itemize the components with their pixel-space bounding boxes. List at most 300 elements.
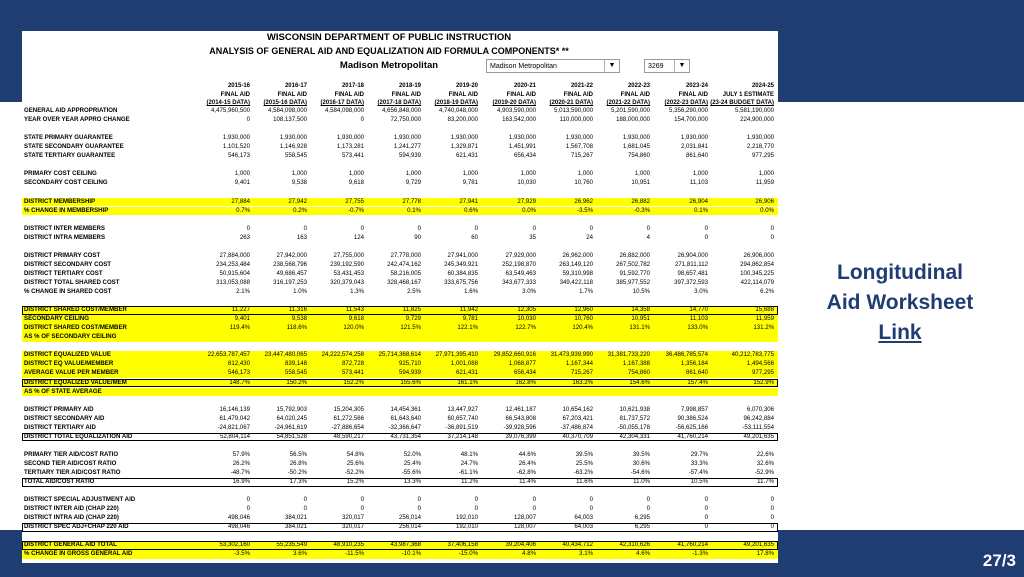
table-cell: 27,929: [517, 197, 536, 205]
table-cell: 27,942,000: [276, 251, 307, 259]
table-cell: 108,137,500: [273, 116, 307, 124]
table-cell: 27,884,000: [219, 251, 250, 259]
column-type: FINAL AID: [678, 91, 708, 98]
table-cell: 162.8%: [515, 378, 536, 386]
table-cell: 39.5%: [632, 450, 650, 458]
table-row: [22, 469, 778, 478]
table-cell: 54.8%: [346, 450, 364, 458]
row-label: DISTRICT SHARED COST/MEMBER: [24, 324, 127, 332]
table-cell: 4,475,960,500: [211, 107, 250, 114]
column-year: 2017-18: [341, 83, 364, 89]
table-row: [22, 234, 778, 243]
table-cell: 573,441: [341, 152, 364, 160]
table-cell: 110,000,000: [559, 116, 593, 124]
table-cell: 754,860: [627, 369, 650, 377]
table-cell: 13.3%: [403, 478, 421, 486]
table-cell: 11,959: [755, 179, 774, 187]
table-row: [22, 388, 778, 397]
row-label: DISTRICT MEMBERSHIP: [24, 197, 96, 205]
table-cell: 10,760: [574, 315, 593, 323]
table-cell: 188,000,000: [616, 116, 650, 124]
table-cell: -50.2%: [287, 469, 307, 476]
table-cell: 4.8%: [522, 550, 536, 558]
page-number: 27/3: [982, 551, 1016, 570]
table-cell: 42,304,331: [619, 432, 650, 440]
table-cell: 872,728: [341, 360, 364, 368]
table-row: [22, 116, 778, 125]
table-cell: 0: [704, 514, 708, 522]
district-dropdown-value: Madison Metropolitan: [490, 63, 557, 70]
district-dropdown[interactable]: [486, 59, 620, 73]
worksheet-link[interactable]: Link: [878, 321, 922, 344]
table-cell: 11.4%: [519, 478, 536, 486]
table-cell: 0: [303, 224, 307, 232]
table-cell: 1,494,566: [746, 360, 774, 368]
table-cell: 4,740,048,000: [439, 107, 478, 114]
table-cell: 25.5%: [575, 459, 593, 467]
table-cell: 56.5%: [289, 450, 307, 458]
table-cell: -48.7%: [230, 469, 250, 476]
column-type: FINAL AID: [506, 91, 536, 98]
table-cell: 122.7%: [515, 324, 536, 332]
table-cell: 22.6%: [756, 450, 774, 458]
table-cell: 40,370,709: [562, 432, 593, 440]
table-cell: 60,657,740: [447, 414, 478, 422]
table-cell: 30.6%: [632, 459, 650, 467]
table-row: [22, 478, 778, 487]
table-cell: 10,654,162: [562, 405, 593, 413]
table-cell: 131.1%: [629, 324, 650, 332]
table-cell: 558,545: [284, 152, 307, 160]
table-cell: 25.4%: [403, 459, 421, 467]
table-cell: 0: [474, 505, 478, 513]
table-cell: 64,003: [574, 523, 593, 531]
table-cell: 16.9%: [232, 478, 250, 486]
table-cell: 83,200,000: [447, 116, 478, 124]
column-data-period: (2018-19 DATA): [434, 100, 478, 107]
table-cell: -24,821,067: [217, 423, 250, 431]
table-cell: 90,386,524: [677, 414, 708, 422]
table-cell: 4.6%: [636, 550, 650, 558]
table-cell: -62.8%: [516, 469, 536, 476]
table-cell: 27,929,000: [505, 251, 536, 259]
table-cell: 3.0%: [694, 288, 708, 295]
table-cell: 12,960: [574, 306, 593, 314]
table-cell: 10,621,938: [619, 405, 650, 413]
table-row: [22, 252, 778, 261]
table-cell: 1,930,000: [622, 134, 650, 142]
table-cell: 40,212,783,775: [731, 351, 774, 359]
table-cell: 25.6%: [346, 459, 364, 467]
table-cell: 33.3%: [690, 459, 708, 467]
table-cell: 48,910,235: [333, 541, 364, 549]
table-cell: 1,101,520: [222, 143, 250, 151]
table-cell: 11,959: [755, 315, 774, 323]
table-cell: 0: [646, 505, 650, 513]
table-row: [22, 333, 778, 342]
table-cell: 66,543,808: [505, 414, 536, 422]
table-cell: 41,760,214: [677, 432, 708, 440]
table-row: [22, 225, 778, 234]
spreadsheet: [22, 31, 778, 563]
table-cell: 6,070,306: [746, 405, 774, 413]
table-cell: 4,656,848,000: [382, 107, 421, 114]
table-row: [22, 107, 778, 116]
table-cell: 27,941,000: [447, 251, 478, 259]
table-cell: 0: [417, 505, 421, 513]
column-type: FINAL AID: [448, 91, 478, 98]
district-code-value: 3269: [648, 63, 664, 70]
table-cell: 3.6%: [293, 550, 307, 558]
table-cell: 60,384,835: [447, 269, 478, 277]
table-cell: 39,076,399: [505, 432, 536, 440]
table-row: [22, 424, 778, 433]
table-cell: 154.6%: [629, 378, 650, 386]
table-cell: 621,431: [455, 152, 478, 160]
table-cell: 234,253,484: [216, 260, 250, 268]
row-label: AVERAGE VALUE PER MEMBER: [24, 369, 119, 377]
table-cell: 49,201,635: [743, 432, 774, 440]
table-cell: 1,146,928: [279, 143, 307, 151]
table-cell: 26,962,000: [562, 251, 593, 259]
table-cell: 0: [417, 496, 421, 504]
table-cell: 9,781: [462, 179, 478, 187]
column-data-period: (2016-17 DATA): [320, 100, 364, 107]
table-cell: 1,930,000: [746, 134, 774, 142]
table-cell: 17.8%: [756, 550, 774, 558]
row-label: DISTRICT GENERAL AID TOTAL: [24, 541, 117, 549]
table-cell: 238,568,796: [273, 260, 307, 268]
column-year: 2022-23: [627, 83, 650, 89]
table-cell: -24,961,619: [274, 423, 307, 431]
table-cell: 320,017: [341, 523, 364, 531]
table-row: [22, 143, 778, 152]
table-cell: 2.5%: [407, 288, 421, 295]
table-cell: 154,700,000: [674, 116, 708, 124]
table-cell: 163,542,000: [502, 116, 536, 124]
table-cell: 120.0%: [343, 324, 364, 332]
table-cell: 0: [474, 224, 478, 232]
table-cell: 31,473,939,990: [550, 351, 593, 359]
table-row: [22, 207, 778, 216]
table-cell: 163.2%: [572, 378, 593, 386]
table-cell: 27,755,000: [333, 251, 364, 259]
table-cell: 37,214,148: [447, 432, 478, 440]
table-cell: 271,811,112: [675, 260, 708, 268]
table-cell: 0: [246, 224, 250, 232]
row-label: % CHANGE IN GROSS GENERAL AID: [24, 550, 133, 558]
row-label: PRIMARY COST CEILING: [24, 170, 97, 178]
table-cell: 0: [246, 496, 250, 504]
table-cell: 128,007: [513, 523, 536, 531]
row-label: DISTRICT PRIMARY AID: [24, 405, 94, 413]
table-cell: 0.6%: [464, 206, 478, 214]
table-cell: 1,000: [520, 170, 536, 178]
column-year: 2019-20: [455, 83, 478, 89]
table-cell: 27,942: [288, 197, 307, 205]
table-cell: 754,860: [627, 152, 650, 160]
row-label: DISTRICT PRIMARY COST: [24, 251, 101, 259]
table-cell: 11,942: [459, 306, 478, 314]
row-label: TOTAL AID/COST RATIO: [24, 478, 95, 486]
table-cell: 0: [704, 224, 708, 232]
table-cell: 157.4%: [687, 378, 708, 386]
table-cell: 267,502,782: [616, 260, 650, 268]
table-cell: 49,201,635: [743, 541, 774, 549]
column-header: [684, 82, 774, 108]
table-cell: 546,173: [227, 152, 250, 160]
table-cell: 263,149,120: [559, 260, 593, 268]
table-row: [22, 288, 778, 297]
table-cell: 43,987,368: [390, 541, 421, 549]
table-cell: 0: [770, 224, 774, 232]
table-cell: -36,891,519: [445, 423, 478, 431]
table-row: [22, 315, 778, 324]
table-row: [22, 134, 778, 143]
table-cell: 26,906: [755, 197, 774, 205]
table-cell: -27,886,654: [331, 423, 364, 431]
table-cell: 26,904,000: [677, 251, 708, 259]
table-cell: 12,305: [517, 306, 536, 314]
table-cell: 40,434,712: [562, 541, 593, 549]
table-cell: 15,688: [755, 306, 774, 314]
table-cell: -0.7%: [348, 206, 364, 214]
table-cell: 9,401: [234, 179, 250, 187]
table-cell: 0: [589, 505, 593, 513]
table-row: [22, 415, 778, 424]
table-cell: 0: [532, 505, 536, 513]
table-cell: 1.0%: [293, 288, 307, 295]
table-cell: 26.4%: [518, 459, 536, 467]
table-cell: 0: [770, 505, 774, 513]
table-cell: 15,792,903: [276, 405, 307, 413]
row-label: TERTIARY TIER AID/COST RATIO: [24, 469, 121, 476]
column-data-period: (2020-21 DATA): [549, 100, 593, 107]
table-cell: 148.7%: [229, 378, 250, 386]
table-cell: 0.0%: [760, 206, 774, 214]
table-cell: 1,356,184: [680, 360, 708, 368]
table-cell: 10,760: [574, 179, 593, 187]
table-cell: -10.1%: [401, 550, 421, 558]
table-cell: 1,001,088: [450, 360, 478, 368]
table-cell: 23,447,480,065: [264, 351, 307, 359]
table-cell: 1,000: [577, 170, 593, 178]
table-row: [22, 261, 778, 270]
table-row: [22, 550, 778, 559]
table-cell: 263: [239, 233, 250, 241]
table-cell: 131.2%: [753, 324, 774, 332]
table-cell: 27,941: [459, 197, 478, 205]
table-row: [22, 152, 778, 161]
table-cell: 1,241,277: [393, 143, 421, 151]
sheet-subtitle: ANALYSIS OF GENERAL AID AND EQUALIZATION AID FORMULA COMPONENTS* **: [209, 46, 569, 56]
table-cell: 1,930,000: [222, 134, 250, 142]
table-cell: 1,000: [634, 170, 650, 178]
row-label: DISTRICT SPEC ADJ+CHAP 220 AID: [24, 523, 129, 531]
table-row: [22, 270, 778, 279]
table-cell: -15.0%: [458, 550, 478, 558]
table-cell: 349,422,118: [559, 278, 593, 286]
table-cell: 15.2%: [346, 478, 364, 486]
table-cell: 120.4%: [572, 324, 593, 332]
table-cell: 0: [589, 496, 593, 504]
table-cell: 2,218,770: [746, 143, 774, 151]
table-cell: 25,714,368,614: [378, 351, 421, 359]
table-cell: 594,939: [398, 369, 421, 377]
table-cell: 100,345,225: [740, 269, 774, 277]
table-cell: 11,825: [402, 306, 421, 314]
table-cell: 397,372,593: [674, 278, 708, 286]
column-type: FINAL AID: [334, 91, 364, 98]
table-cell: 1,167,344: [565, 360, 593, 368]
table-cell: 59,310,998: [562, 269, 593, 277]
row-label: YEAR OVER YEAR APPRO CHANGE: [24, 116, 130, 124]
table-cell: 1,000: [291, 170, 307, 178]
table-cell: 861,640: [685, 369, 708, 377]
table-row: [22, 541, 778, 550]
table-cell: 1,068,877: [508, 360, 536, 368]
table-cell: 22,653,787,457: [207, 351, 250, 359]
table-row: [22, 433, 778, 442]
table-cell: 24: [586, 233, 593, 241]
table-cell: 124: [353, 233, 364, 241]
table-cell: -39,928,596: [503, 423, 536, 431]
table-cell: 118.6%: [286, 324, 307, 332]
table-cell: 36,486,785,574: [665, 351, 708, 359]
table-cell: 26.2%: [232, 459, 250, 467]
row-label: DISTRICT TERTIARY AID: [24, 423, 96, 431]
row-label: GENERAL AID APPROPRIATION: [24, 107, 118, 114]
table-cell: 861,640: [685, 152, 708, 160]
table-cell: 1.7%: [579, 288, 593, 295]
column-data-period: (2022-23 DATA): [664, 100, 708, 107]
table-cell: 72,750,000: [390, 116, 421, 124]
table-cell: 11.6%: [576, 478, 593, 486]
column-type: FINAL AID: [220, 91, 250, 98]
table-cell: 96,242,884: [743, 414, 774, 422]
table-cell: 150.2%: [286, 378, 307, 386]
table-cell: 245,349,921: [444, 260, 478, 268]
table-cell: 9,401: [234, 315, 250, 323]
column-data-period: (2014-15 DATA): [206, 100, 250, 107]
table-cell: 384,021: [284, 514, 307, 522]
table-cell: 24.7%: [460, 459, 478, 467]
table-cell: 715,267: [570, 369, 593, 377]
table-cell: 656,434: [513, 152, 536, 160]
table-cell: 31,381,733,220: [607, 351, 650, 359]
row-label: DISTRICT TOTAL EQUALIZATION AID: [24, 432, 133, 440]
table-cell: 11,103: [689, 315, 708, 323]
table-cell: 122.1%: [457, 324, 478, 332]
table-cell: -50,055,178: [617, 423, 650, 431]
table-row: [22, 514, 778, 523]
table-cell: 0: [704, 523, 708, 531]
district-name: Madison Metropolitan: [339, 60, 439, 71]
table-row: [22, 324, 778, 333]
table-cell: 14,358: [631, 306, 650, 314]
table-cell: 0: [360, 496, 364, 504]
table-cell: 53,302,160: [219, 541, 250, 549]
table-cell: 152.9%: [753, 378, 774, 386]
table-cell: 0: [474, 496, 478, 504]
row-label: DISTRICT SECONDARY AID: [24, 414, 105, 422]
table-cell: 0: [360, 505, 364, 513]
table-cell: 128,007: [513, 514, 536, 522]
table-cell: 0: [303, 496, 307, 504]
table-row: [22, 406, 778, 415]
table-cell: 224,900,000: [740, 116, 774, 124]
district-code-dropdown[interactable]: [644, 59, 690, 73]
column-year: 2021-22: [570, 83, 593, 89]
table-row: [22, 198, 778, 207]
table-cell: 656,434: [513, 369, 536, 377]
column-year: 2015-16: [227, 83, 250, 89]
table-cell: 422,114,079: [740, 278, 774, 286]
table-cell: 0: [303, 505, 307, 513]
table-cell: 26,962: [574, 197, 593, 205]
column-type: JULY 1 ESTIMATE: [722, 91, 774, 98]
table-cell: -52.2%: [344, 469, 364, 476]
table-cell: 49,686,457: [276, 269, 307, 277]
table-cell: 1,930,000: [336, 134, 364, 142]
table-cell: 0.1%: [407, 206, 421, 214]
column-data-period: (2021-22 DATA): [606, 100, 650, 107]
table-cell: 0: [704, 233, 708, 241]
table-row: [22, 460, 778, 469]
table-cell: 9,781: [462, 315, 478, 323]
table-cell: 1,167,388: [622, 360, 650, 368]
table-cell: 16,146,139: [219, 405, 250, 413]
table-cell: 48,590,217: [333, 432, 364, 440]
table-cell: 0: [770, 233, 774, 241]
row-label: DISTRICT TOTAL SHARED COST: [24, 278, 120, 286]
table-cell: 1,930,000: [450, 134, 478, 142]
table-cell: 0: [532, 496, 536, 504]
table-cell: 4,584,098,000: [325, 107, 364, 114]
table-row: [22, 523, 778, 532]
table-row: [22, 451, 778, 460]
row-label: AS % OF STATE AVERAGE: [24, 387, 102, 395]
table-cell: 316,197,253: [273, 278, 307, 286]
table-cell: 9,538: [291, 179, 307, 187]
row-label: AS % OF SECONDARY CEILING: [24, 333, 117, 341]
table-cell: 715,267: [570, 152, 593, 160]
table-cell: 4,903,590,000: [497, 107, 536, 114]
table-cell: 1,681,045: [622, 143, 650, 151]
table-row: [22, 379, 778, 388]
row-label: DISTRICT INTER AID (CHAP 220): [24, 505, 119, 513]
table-cell: 313,053,088: [216, 278, 250, 286]
side-caption-line1: Longitudinal: [837, 261, 963, 284]
row-label: DISTRICT EQ VALUE/MEMBER: [24, 360, 114, 368]
table-cell: 0: [417, 224, 421, 232]
table-cell: 384,021: [284, 523, 307, 531]
table-cell: 50,915,604: [219, 269, 250, 277]
table-cell: 0: [770, 514, 774, 522]
table-cell: 977,295: [751, 369, 774, 377]
table-cell: 839,148: [284, 360, 307, 368]
table-cell: 1,567,708: [565, 143, 593, 151]
table-cell: 161.1%: [457, 378, 478, 386]
table-cell: 0: [246, 505, 250, 513]
table-cell: 163: [296, 233, 307, 241]
table-cell: 11,316: [288, 306, 307, 314]
table-cell: 252,198,870: [502, 260, 536, 268]
row-label: DISTRICT SHARED COST/MEMBER: [24, 306, 127, 314]
table-cell: 239,192,590: [330, 260, 364, 268]
table-cell: 0: [770, 496, 774, 504]
row-label: DISTRICT SPECIAL ADJUSTMENT AID: [24, 496, 136, 504]
